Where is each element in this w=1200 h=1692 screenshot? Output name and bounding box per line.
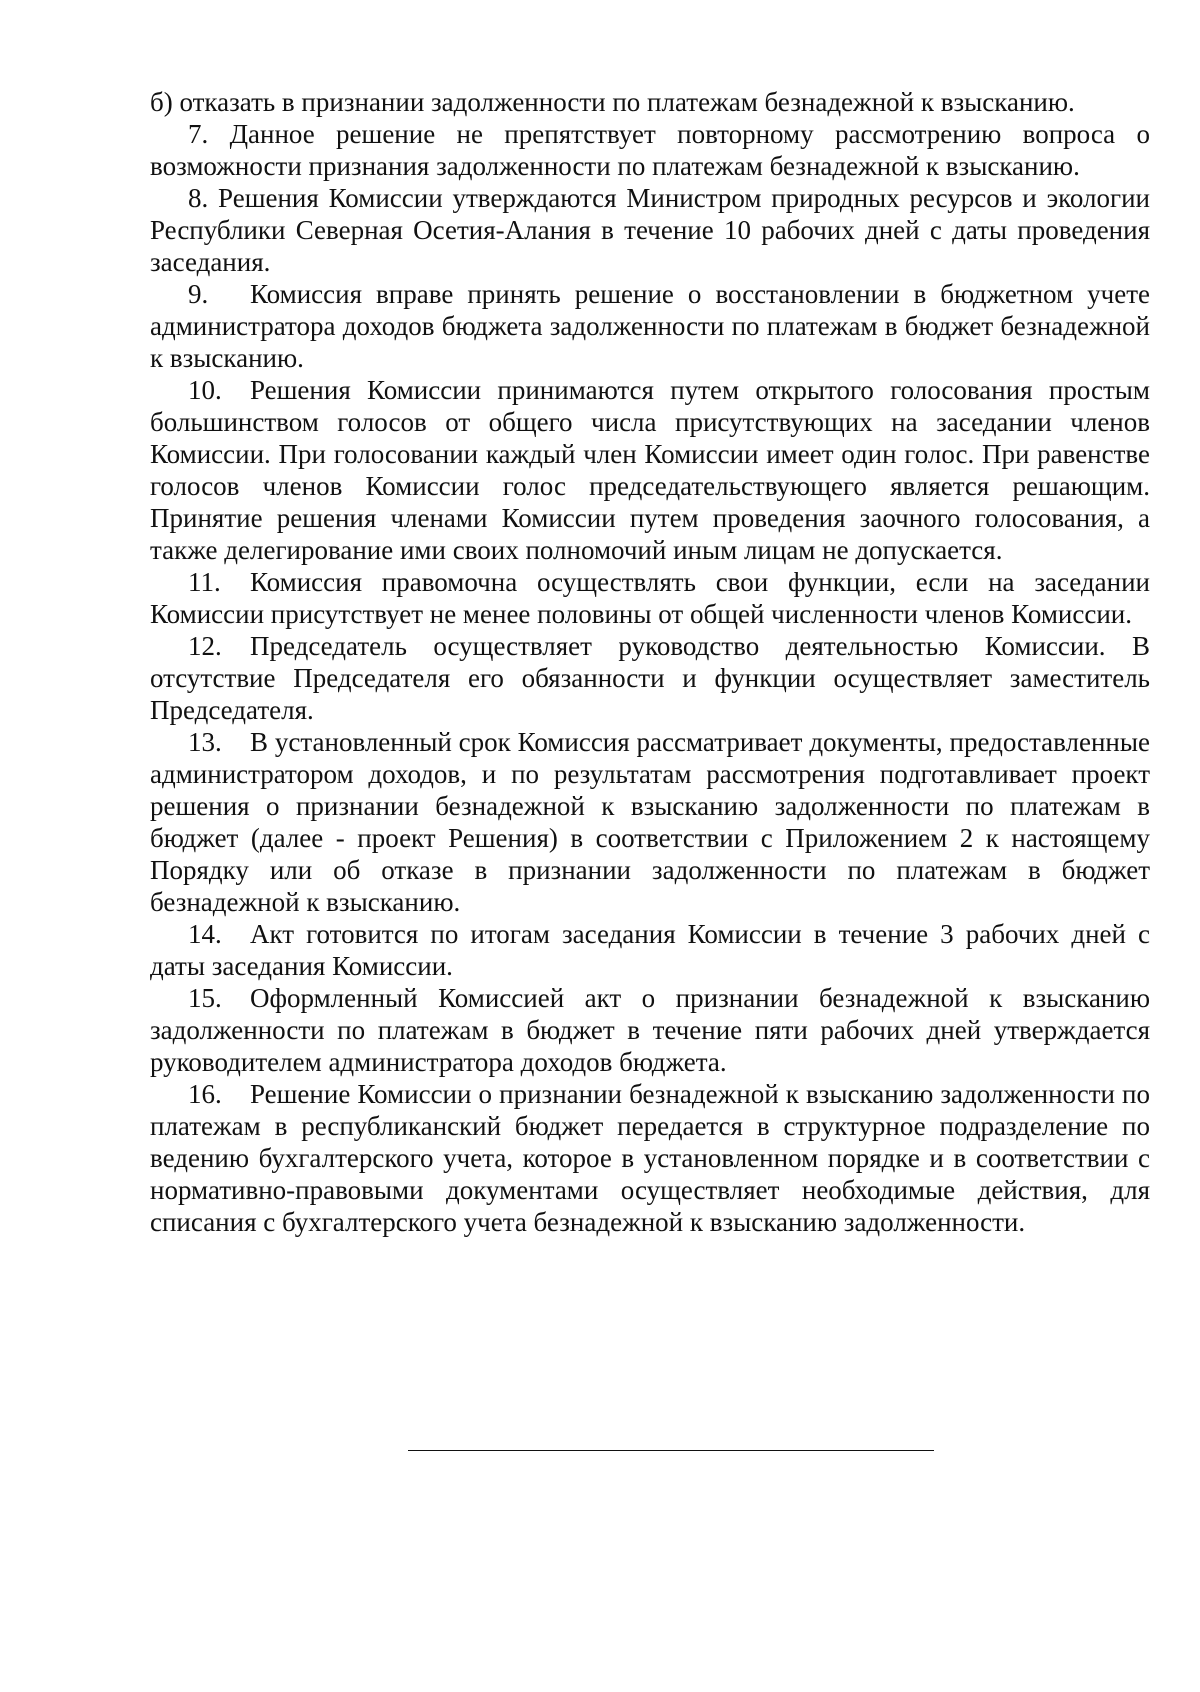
paragraph-number: 13.: [188, 727, 222, 757]
paragraph-number: 12.: [188, 631, 222, 661]
paragraph-text: Оформленный Комиссией акт о признании безнадежной к взысканию задолженности по платежам в бюджет в течение пяти рабочих дней утверждается руководителем администратора доходов бюджета.: [150, 983, 1150, 1077]
paragraph-b: [150, 86, 1150, 118]
paragraph-text: Комиссия правомочна осуществлять свои функции, если на заседании Комиссии присутствует не менее половины от общей численности членов Комиссии.: [150, 567, 1150, 629]
paragraph-text: Решение Комиссии о признании безнадежной к взысканию задолженности по платежам в республиканский бюджет передается в структурное подразделение по ведению бухгалтерского учета, которое в установленном порядке и в соответствии с нормативно-правовыми документами осуществляет необходимые действия, для списания с бухгалтерского учета безнадежной к взысканию задолженности.: [150, 1079, 1150, 1237]
paragraph-10: [150, 374, 1150, 566]
paragraph-8: [150, 182, 1150, 278]
paragraph-15: [150, 982, 1150, 1078]
paragraph-text: б) отказать в признании задолженности по платежам безнадежной к взысканию.: [150, 87, 1075, 117]
paragraph-number: 10.: [188, 375, 222, 405]
paragraph-number: 11.: [188, 567, 221, 597]
paragraph-text: 8. Решения Комиссии утверждаются Министром природных ресурсов и экологии Республики Северная Осетия-Алания в течение 10 рабочих дней с даты проведения заседания.: [150, 183, 1150, 277]
paragraph-text: Комиссия вправе принять решение о восстановлении в бюджетном учете администратора доходов бюджета задолженности по платежам в бюджет безнадежной к взысканию.: [150, 279, 1150, 373]
paragraph-13: [150, 726, 1150, 918]
paragraph-number: 15.: [188, 983, 222, 1013]
paragraph-text: Председатель осуществляет руководство деятельностью Комиссии. В отсутствие Председателя его обязанности и функции осуществляет заместитель Председателя.: [150, 631, 1150, 725]
paragraph-14: [150, 918, 1150, 982]
paragraph-text: В установленный срок Комиссия рассматривает документы, предоставленные администратором доходов, и по результатам рассмотрения подготавливает проект решения о признании безнадежной к взысканию задолженности по платежам в бюджет (далее - проект Решения) в соответствии с Приложением 2 к настоящему Порядку или об отказе в признании задолженности по платежам в бюджет безнадежной к взысканию.: [150, 727, 1150, 917]
document-page: [150, 86, 1150, 1238]
paragraph-number: 16.: [188, 1079, 222, 1109]
paragraph-text: 7. Данное решение не препятствует повторному рассмотрению вопроса о возможности признания задолженности по платежам безнадежной к взысканию.: [150, 119, 1150, 181]
paragraph-11: [150, 566, 1150, 630]
paragraph-9: [150, 278, 1150, 374]
paragraph-7: [150, 118, 1150, 182]
paragraph-number: 9.: [188, 279, 209, 309]
end-divider-line: [408, 1450, 934, 1451]
paragraph-16: [150, 1078, 1150, 1238]
paragraph-text: Акт готовится по итогам заседания Комиссии в течение 3 рабочих дней с даты заседания Комиссии.: [150, 919, 1150, 981]
paragraph-number: 14.: [188, 919, 222, 949]
paragraph-text: Решения Комиссии принимаются путем открытого голосования простым большинством голосов от общего числа присутствующих на заседании членов Комиссии. При голосовании каждый член Комиссии имеет один голос. При равенстве голосов членов Комиссии голос председательствующего является решающим. Принятие решения членами Комиссии путем проведения заочного голосования, а также делегирование ими своих полномочий иным лицам не допускается.: [150, 375, 1150, 565]
paragraph-12: [150, 630, 1150, 726]
